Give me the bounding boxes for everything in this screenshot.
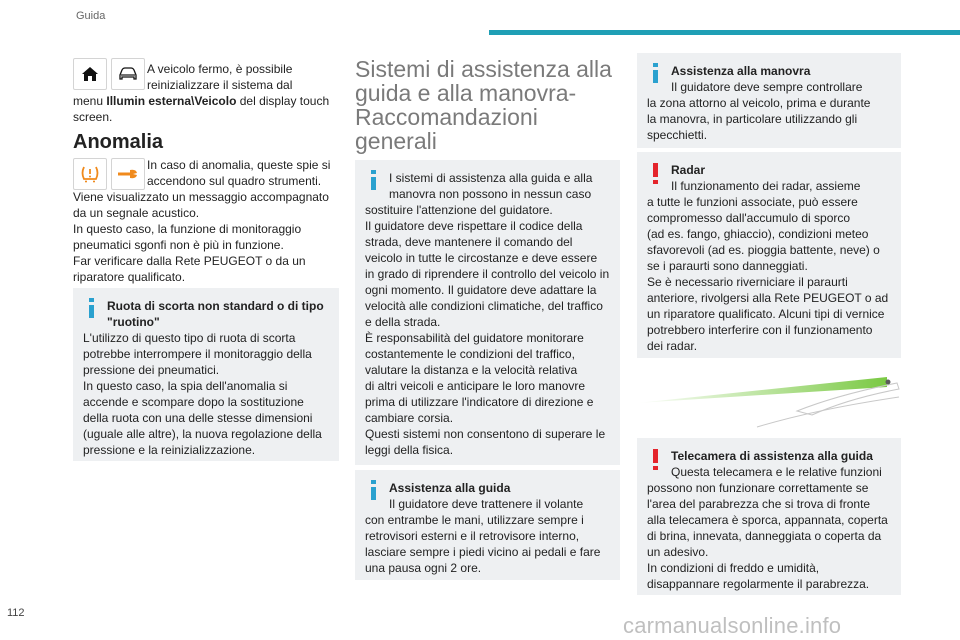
note-line: Questi sistemi non consentono di superare le bbox=[365, 427, 606, 441]
note-line: leggi della fisica. bbox=[365, 443, 454, 457]
note-line: veicolo in tutte le circostanze e deve essere bbox=[365, 251, 598, 265]
note-line: Questa telecamera e le relative funzioni bbox=[671, 465, 882, 479]
note-line: di brina, innevata, danneggiata o coperta da bbox=[647, 529, 882, 543]
note-line: ogni momento. Il guidatore deve adattare la bbox=[365, 283, 597, 297]
reset-line-2: reinizializzare il sistema dal bbox=[147, 78, 293, 92]
camera-dot bbox=[886, 380, 891, 385]
note-line: compromesso dall'accumulo di sporco bbox=[647, 211, 851, 225]
menu-path: Illumin esterna\Veicolo bbox=[106, 94, 237, 108]
note-line: Il guidatore deve sempre controllare bbox=[671, 80, 863, 94]
note-line: disappannare regolarmente il parabrezza. bbox=[647, 577, 870, 591]
page-number: 112 bbox=[7, 607, 25, 619]
note-line: costantemente le condizioni del traffico, bbox=[365, 347, 575, 361]
note-line: Il funzionamento dei radar, assieme bbox=[671, 179, 861, 193]
note-line: con entrambe le mani, utilizzare sempre i bbox=[365, 513, 584, 527]
note-line: pressione dei pneumatici. bbox=[83, 363, 220, 377]
anomalia-line: accendono sul quadro strumenti. bbox=[147, 174, 322, 188]
wrench-icon bbox=[111, 158, 145, 190]
note-line: (ad es. fango, ghiaccio), condizioni meteo bbox=[647, 227, 869, 241]
camera-note bbox=[637, 438, 901, 595]
reset-line-4: screen. bbox=[73, 110, 113, 124]
note-line: un riparatore qualificato. Alcuni tipi di vernice bbox=[647, 307, 885, 321]
car-icon bbox=[111, 58, 145, 90]
note-title: Assistenza alla guida bbox=[389, 481, 511, 495]
note-line: prima di utilizzare l'indicatore di direzione e bbox=[365, 395, 594, 409]
note-line: (uguale alle altre), la nuova regolazione della bbox=[83, 427, 322, 441]
note-title: Telecamera di assistenza alla guida bbox=[671, 449, 873, 463]
note-line: Se è necessario riverniciare il paraurti bbox=[647, 275, 848, 289]
note-line: sostituire l'attenzione del guidatore. bbox=[365, 203, 553, 217]
note-line: di altri veicoli e anticipare le loro manovre bbox=[365, 379, 586, 393]
anomalia-line: da un segnale acustico. bbox=[73, 206, 200, 220]
general-note bbox=[355, 160, 620, 465]
warning-icon bbox=[653, 449, 658, 471]
anomalia-icons bbox=[73, 158, 145, 190]
note-line: anteriore, rivolgersi alla Rete PEUGEOT o ad bbox=[647, 291, 889, 305]
note-line: della ruota con una delle stesse dimensioni bbox=[83, 411, 313, 425]
note-line: la manovra, in particolare utilizzando gli bbox=[647, 112, 858, 126]
note-line: retrovisori esterni e il retrovisore interno, bbox=[365, 529, 580, 543]
info-icon bbox=[653, 63, 658, 83]
car-outline bbox=[757, 397, 899, 427]
note-line: potrebbe interrompere il monitoraggio della bbox=[83, 347, 312, 361]
header-accent-bar bbox=[489, 30, 960, 35]
anomalia-line: riparatore qualificato. bbox=[73, 270, 186, 284]
note-line: I sistemi di assistenza alla guida e alla bbox=[389, 171, 593, 185]
note-line: strada, deve mantenere il comando del bbox=[365, 235, 573, 249]
info-icon bbox=[89, 298, 94, 318]
note-line: manovra non possono in nessun caso bbox=[389, 187, 592, 201]
info-icon bbox=[371, 170, 376, 190]
note-line: e della strada. bbox=[365, 315, 441, 329]
note-line: potrebbero interferire con il funzionamento bbox=[647, 323, 873, 337]
home-icon bbox=[73, 58, 107, 90]
note-line: È responsabilità del guidatore monitorare bbox=[365, 331, 584, 345]
anomalia-line: In caso di anomalia, queste spie si bbox=[147, 158, 331, 172]
note-line: velocità alle condizioni climatiche, del traffico bbox=[365, 299, 603, 313]
note-line: l'area del parabrezza che si trova di fronte bbox=[647, 497, 871, 511]
camera-beam bbox=[637, 377, 887, 403]
radar-note bbox=[637, 152, 901, 358]
note-title: Assistenza alla manovra bbox=[671, 64, 811, 78]
note-line: Il guidatore deve trattenere il volante bbox=[389, 497, 584, 511]
warning-icon bbox=[653, 163, 658, 185]
note-line: pressione e la reinizializzazione. bbox=[83, 443, 256, 457]
reset-icons bbox=[73, 58, 145, 90]
watermark: carmanualsonline.info bbox=[623, 613, 842, 638]
note-title: Radar bbox=[671, 163, 706, 177]
note-title: "ruotino" bbox=[107, 315, 160, 329]
note-line: cambiare corsia. bbox=[365, 411, 454, 425]
camera-beam-illustration bbox=[637, 365, 901, 430]
anomalia-heading: Anomalia bbox=[73, 131, 164, 153]
note-line: valutare la distanza e la velocità relativa bbox=[365, 363, 578, 377]
note-line: dei radar. bbox=[647, 339, 698, 353]
note-line: alla telecamera è sporca, appannata, coperta bbox=[647, 513, 888, 527]
note-title: Ruota di scorta non standard o di tipo bbox=[107, 299, 324, 313]
note-line: a tutte le funzioni associate, può essere bbox=[647, 195, 858, 209]
manoeuvre-assist-note bbox=[637, 53, 901, 148]
note-line: una pausa ogni 2 ore. bbox=[365, 561, 482, 575]
spare-wheel-note bbox=[73, 288, 339, 461]
note-line: Il guidatore deve rispettare il codice della bbox=[365, 219, 583, 233]
anomalia-line: Far verificare dalla Rete PEUGEOT o da un bbox=[73, 254, 306, 268]
note-line: lasciare sempre i piedi vicino ai pedali e fare bbox=[365, 545, 601, 559]
note-line: in grado di riprendere il controllo del veicolo in bbox=[365, 267, 610, 281]
anomalia-line: Viene visualizzato un messaggio accompagnato bbox=[73, 190, 329, 204]
note-line: accende e scompare dopo la sostituzione bbox=[83, 395, 304, 409]
note-line: specchietti. bbox=[647, 128, 708, 142]
note-line: L'utilizzo di questo tipo di ruota di scorta bbox=[83, 331, 296, 345]
anomalia-line: pneumatici sgonfi non è più in funzione. bbox=[73, 238, 284, 252]
note-line: la zona attorno al veicolo, prima e durante bbox=[647, 96, 871, 110]
note-line: In questo caso, la spia dell'anomalia si bbox=[83, 379, 288, 393]
reset-line-1: A veicolo fermo, è possibile bbox=[147, 62, 293, 76]
driving-assist-note bbox=[355, 470, 620, 580]
note-line: possono non funzionare correttamente se bbox=[647, 481, 869, 495]
section-heading: Sistemi di assistenza alla guida e alla manovra- Raccomandazioni generali bbox=[355, 56, 612, 154]
note-line: In condizioni di freddo e umidità, bbox=[647, 561, 820, 575]
reset-line-3: menu Illumin esterna\Veicolo del display touch bbox=[73, 94, 330, 108]
anomalia-line: In questo caso, la funzione di monitoraggio bbox=[73, 222, 302, 236]
note-line: un adesivo. bbox=[647, 545, 709, 559]
note-line: se i paraurti sono danneggiati. bbox=[647, 259, 808, 273]
tyre-warning-icon bbox=[73, 158, 107, 190]
info-icon bbox=[371, 480, 376, 500]
section-title: Guida bbox=[76, 10, 106, 22]
note-line: sfavorevoli (ad es. pioggia battente, neve) o bbox=[647, 243, 880, 257]
